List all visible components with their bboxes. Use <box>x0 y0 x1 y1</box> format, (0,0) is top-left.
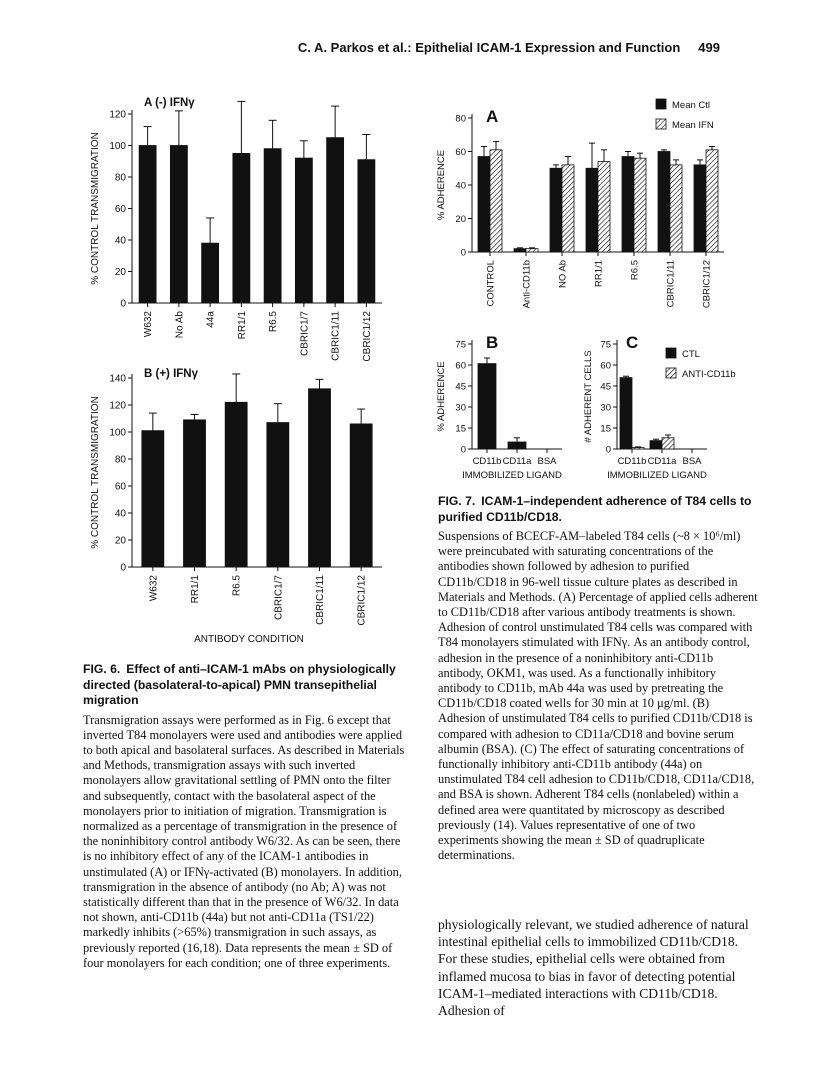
x-tick-label: CD11a <box>647 456 677 467</box>
y-tick-label: 75 <box>600 339 611 351</box>
y-tick-label: 60 <box>114 204 126 215</box>
y-tick-label: 60 <box>455 360 466 372</box>
x-tick-label: RR1/1 <box>593 260 605 287</box>
y-tick-label: 20 <box>114 535 126 547</box>
bar <box>598 162 610 252</box>
bar <box>478 364 496 449</box>
x-tick-label: CBRIC1/7 <box>299 311 311 357</box>
figure-7-caption-title <box>438 494 758 525</box>
x-tick-label: No Ab <box>174 311 186 339</box>
y-tick-label: 0 <box>120 562 126 574</box>
figure-6b-chart <box>84 366 404 650</box>
running-header <box>298 40 720 55</box>
figure-6-title: Effect of anti–ICAM-1 mAbs on physiologically directed (basolateral-to-apical) PMN transepithelial migration <box>83 662 396 707</box>
y-tick-label: 15 <box>455 423 466 435</box>
y-tick-label: 15 <box>600 423 611 435</box>
bar <box>225 402 247 567</box>
bar <box>550 168 562 252</box>
x-tick-label: W632 <box>143 311 155 338</box>
x-tick-label: RR1/1 <box>236 311 248 340</box>
y-axis-title: # ADHERENT CELLS <box>583 350 594 443</box>
x-tick-label: CBRIC1/7 <box>273 575 285 621</box>
legend-label: Mean IFN <box>672 120 714 131</box>
figure-6-caption-title <box>83 662 408 709</box>
y-tick-label: 60 <box>600 360 611 372</box>
bar <box>650 441 662 449</box>
figure-7-caption-text: Suspensions of BCECF-AM–labeled T84 cells (~8 × 10⁶/ml) were preincubated with saturating concentrations of the antibodies shown followed by adhesion to purified CD11b/CD18 in 96-well tissue culture plates as described in Materials and Methods. (A) Percentage of applied cells adherent to CD11b/CD18 after various antibody treatments is shown. Adhesion of control unstimulated T84 cells was compared with T84 monolayers stimulated with IFNγ. As an antibody control, adhesion in the presence of a noninhibitory anti-CD11b antibody, OKM1, was used. As a functionally inhibitory antibody to CD11b, mAb 44a was used by pretreating the CD11b/CD18 coated wells for 30 min at 10 μg/ml. (B) Adhesion of unstimulated T84 cells to purified CD11b/CD18 is compared with adhesion to CD11a/CD18 and bovine serum albumin (BSA). (C) The effect of saturating concentrations of functionally inhibitory anti-CD11b antibody (44a) on unstimulated T84 cell adhesion to CD11b/CD18, CD11a/CD18, and BSA is shown. Adherent T84 cells (nonlabeled) within a defined area were quantitated by microscopy as described previously (14). Values representative of one of two experiments showing the mean ± SD of quadruplicate determinations. <box>438 529 758 863</box>
x-tick-label: NO Ab <box>557 260 569 288</box>
y-tick-label: 45 <box>455 381 466 393</box>
y-axis-title: % ADHERENCE <box>436 361 447 432</box>
bar <box>309 389 331 567</box>
bar <box>508 442 526 449</box>
x-tick-label: CD11b <box>617 456 647 467</box>
x-tick-label: W632 <box>148 575 160 602</box>
bar <box>662 438 674 449</box>
legend-swatch <box>656 119 666 129</box>
figure-7c-chart <box>580 334 780 484</box>
bar <box>586 168 598 252</box>
x-tick-label: BSA <box>537 456 557 467</box>
y-tick-label: 0 <box>460 247 466 259</box>
figure-6a-chart <box>84 92 404 362</box>
y-tick-label: 80 <box>455 113 466 125</box>
bar <box>233 153 250 303</box>
y-tick-label: 0 <box>120 298 126 310</box>
bar <box>620 378 632 449</box>
y-tick-label: 100 <box>109 141 126 152</box>
bar <box>706 150 718 252</box>
y-tick-label: 100 <box>109 427 126 439</box>
y-tick-label: 60 <box>114 481 126 493</box>
x-tick-label: BSA <box>682 456 702 467</box>
x-tick-label: R6.5 <box>268 311 280 333</box>
bar <box>350 424 372 567</box>
bar <box>490 150 502 252</box>
bar <box>358 160 375 303</box>
running-title: C. A. Parkos et al.: Epithelial ICAM-1 Expression and Function <box>297 40 681 55</box>
y-tick-label: 30 <box>600 402 611 414</box>
figure-6-caption <box>83 662 408 971</box>
bar <box>514 249 526 252</box>
bar <box>658 152 670 253</box>
body-paragraph <box>438 916 758 1019</box>
x-tick-label: R6.5 <box>231 575 243 597</box>
y-tick-label: 20 <box>114 267 126 278</box>
bar <box>267 423 289 567</box>
x-tick-label: CBRIC1/11 <box>315 575 326 625</box>
bar <box>694 165 706 252</box>
x-tick-label: 44a <box>205 311 217 328</box>
y-axis-title: % CONTROL TRANSMIGRATION <box>90 396 101 549</box>
y-tick-label: 75 <box>455 339 466 351</box>
x-tick-label: CONTROL <box>485 260 497 307</box>
y-tick-label: 40 <box>114 508 126 520</box>
bar <box>295 158 312 303</box>
page-number: 499 <box>698 40 720 55</box>
x-axis-title: IMMOBILIZED LIGAND <box>607 470 707 481</box>
body-paragraph-text: physiologically relevant, we studied adherence of natural intestinal epithelial cells to immobilized CD11b/CD18. For these studies, epithelial cells were obtained from inflamed mucosa to bias in favor of detecting potential ICAM-1–mediated interactions with CD11b/CD18. Adhesion of <box>438 917 749 1019</box>
x-tick-label: CBRIC1/12 <box>361 311 373 362</box>
legend-label: ANTI-CD11b <box>682 369 736 380</box>
x-tick-label: RR1/1 <box>190 575 201 604</box>
x-tick-label: CBRIC1/12 <box>701 260 713 309</box>
chart-title: B (+) IFNγ <box>144 368 198 380</box>
x-tick-label: CD11a <box>502 456 532 467</box>
bar <box>264 149 281 303</box>
y-tick-label: 0 <box>605 444 611 456</box>
x-tick-label: R6.5 <box>629 260 641 281</box>
y-tick-label: 45 <box>600 381 611 393</box>
y-tick-label: 0 <box>460 444 466 456</box>
legend-swatch <box>666 368 676 378</box>
figure-7b-chart <box>430 334 590 484</box>
bar <box>184 420 206 567</box>
y-tick-label: 40 <box>455 180 466 192</box>
chart-title: A (-) IFNγ <box>144 97 195 109</box>
figure-7-caption <box>438 494 758 863</box>
y-tick-label: 80 <box>114 454 126 466</box>
legend-label: Mean Ctl <box>672 100 711 111</box>
legend-swatch <box>666 348 676 358</box>
y-tick-label: 30 <box>455 402 466 414</box>
bar <box>327 138 344 303</box>
x-tick-label: Anti-CD11b <box>521 260 533 309</box>
chart-title: B <box>486 333 499 352</box>
bar <box>478 157 490 252</box>
y-tick-label: 20 <box>455 214 466 225</box>
figure-7a-chart <box>430 92 780 322</box>
x-axis-title: IMMOBILIZED LIGAND <box>462 470 562 481</box>
y-tick-label: 60 <box>455 147 466 158</box>
y-tick-label: 80 <box>114 172 126 184</box>
figure-6-label: FIG. 6. <box>83 662 121 676</box>
figure-7-label: FIG. 7. <box>438 494 476 508</box>
y-tick-label: 120 <box>109 109 126 121</box>
figure-7-title: ICAM-1–independent adherence of T84 cells to purified CD11b/CD18. <box>438 494 752 524</box>
x-axis-title: ANTIBODY CONDITION <box>194 634 304 645</box>
bar <box>202 243 219 303</box>
bar <box>139 146 156 304</box>
y-tick-label: 120 <box>109 400 126 412</box>
bar <box>526 249 538 252</box>
bar <box>562 165 574 252</box>
bar <box>142 431 164 567</box>
bar <box>622 157 634 252</box>
x-tick-label: CBRIC1/11 <box>330 311 342 361</box>
chart-title: A <box>486 107 499 126</box>
y-axis-title: % CONTROL TRANSMIGRATION <box>90 132 101 285</box>
y-tick-label: 140 <box>109 373 126 385</box>
x-tick-label: CBRIC1/12 <box>356 575 368 626</box>
x-tick-label: CBRIC1/11 <box>665 260 677 308</box>
bar <box>632 448 644 449</box>
chart-title: C <box>626 333 639 352</box>
bar <box>634 158 646 252</box>
legend-label: CTL <box>682 349 700 360</box>
bar <box>670 165 682 252</box>
bar <box>170 146 187 304</box>
x-tick-label: CD11b <box>472 456 502 467</box>
legend-swatch <box>656 99 666 109</box>
y-axis-title: % ADHERENCE <box>436 149 447 221</box>
y-tick-label: 40 <box>114 235 126 247</box>
figure-6-caption-text: Transmigration assays were performed as in Fig. 6 except that inverted T84 monolayers were used and antibodies were applied to both apical and basolateral surfaces. As described in Materials and Methods, transmigration assays with such inverted monolayers allow gravitational settling of PMN onto the filter and subsequently, contact with the basolateral aspect of the monolayers prior to initiation of migration. Transmigration is normalized as a percentage of transmigration in the presence of the noninhibitory control antibody W6/32. As can be seen, there is no inhibitory effect of any of the ICAM-1 antibodies in unstimulated (A) or IFNγ-activated (B) monolayers. In addition, transmigration in the absence of antibody (no Ab; A) was not statistically different than that in the presence of W6/32. In data not shown, anti-CD11b (44a) but not anti-CD11a (TS1/22) markedly inhibits (>65%) transmigration in such assays, as previously reported (16,18). Data represents the mean ± SD of four monolayers for each condition; one of three experiments. <box>83 712 405 970</box>
